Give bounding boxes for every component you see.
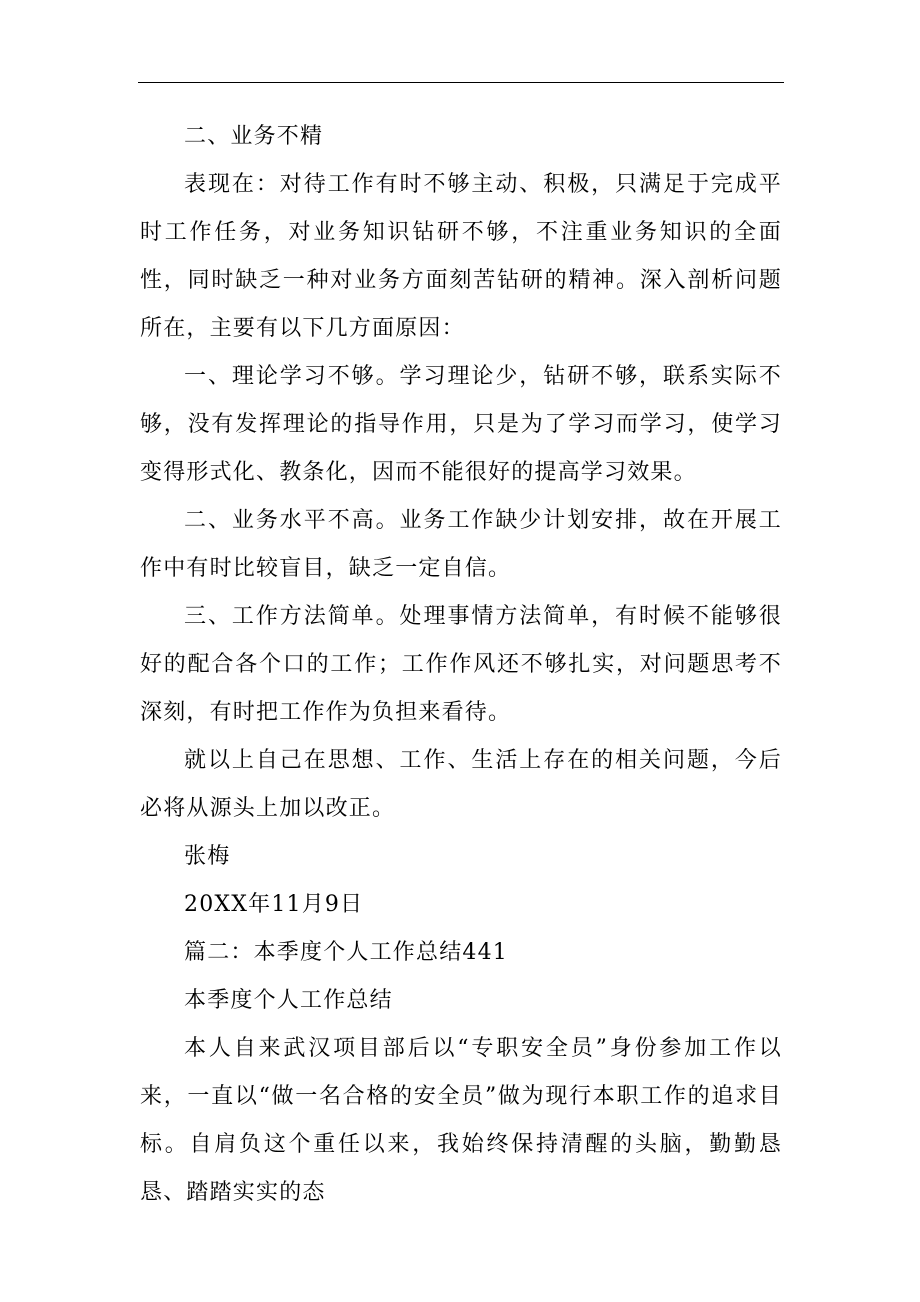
body-paragraph: 本人自来武汉项目部后以“专职安全员”身份参加工作以来，一直以“做一名合格的安全员”做为现行本职工作的追求目标。自肩负这个重任以来，我始终保持清醒的头脑，勤勤恳恳、踏踏实实的态 [140, 1036, 782, 1205]
subheading: 本季度个人工作总结 [184, 988, 393, 1013]
paragraph-business-level: 二、业务水平不高。业务工作缺少计划安排，故在开展工作中有时比较盲目，缺乏一定自信。 [140, 508, 782, 581]
heading-business-not-skilled: 二、业务不精 [184, 124, 324, 149]
paragraph-work-method: 三、工作方法简单。处理事情方法简单，有时候不能够很好的配合各个口的工作；工作作风还不够扎实，对问题思考不深刻，有时把工作作为负担来看待。 [140, 604, 782, 725]
header-rule [138, 82, 784, 83]
signature-date: 20XX年11月9日 [184, 892, 364, 917]
paragraph-manifestation: 表现在：对待工作有时不够主动、积极，只满足于完成平时工作任务，对业务知识钻研不够，不注重业务知识的全面性，同时缺乏一种对业务方面刻苦钻研的精神。深入剖析问题所在，主要有以下几方面原因： [140, 172, 782, 341]
paragraph-theory-study: 一、理论学习不够。学习理论少，钻研不够，联系实际不够，没有发挥理论的指导作用，只是为了学习而学习，使学习变得形式化、教条化，因而不能很好的提高学习效果。 [140, 364, 782, 485]
document-body [140, 113, 782, 1217]
section-heading: 篇二：本季度个人工作总结441 [184, 940, 508, 965]
paragraph-conclusion: 就以上自己在思想、工作、生活上存在的相关问题，今后必将从源头上加以改正。 [140, 748, 782, 821]
signature-name: 张梅 [184, 844, 231, 869]
